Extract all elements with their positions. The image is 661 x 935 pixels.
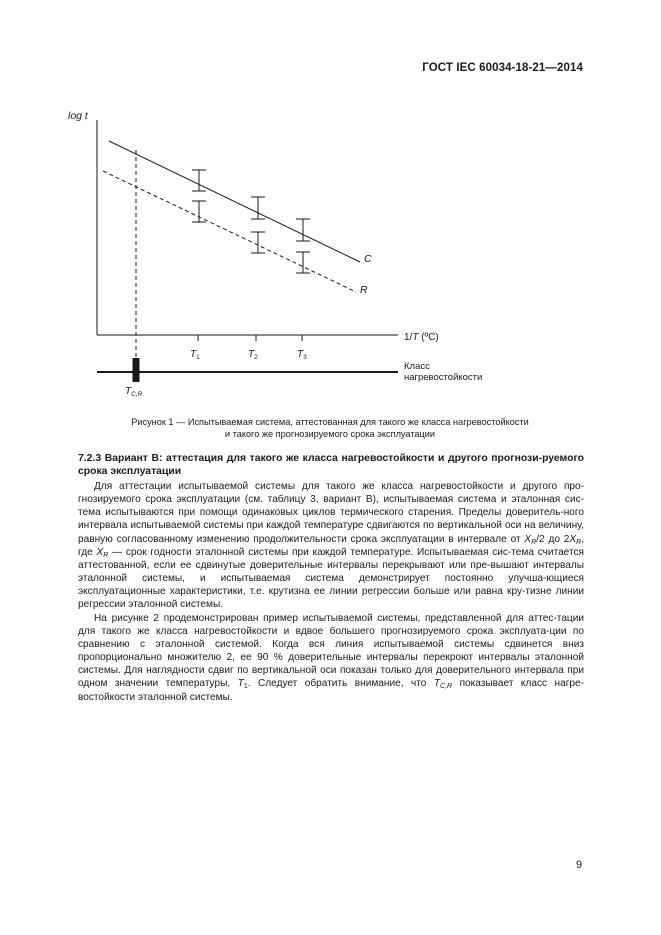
regression-line-c [109, 141, 360, 262]
class-label-line2: нагревостойкости [404, 372, 483, 383]
figure-caption [60, 416, 600, 440]
tcr-label: $T_{C,R}$ [125, 386, 143, 398]
caption-line-1: Рисунок 1 — Испытываемая система, аттестованная для такого же класса нагревостойкости [131, 417, 529, 427]
tick-t3-label: $T_3$ [297, 349, 307, 361]
y-axis-label: log t [68, 110, 88, 122]
section-heading: 7.2.3 Вариант В: аттестация для такого же класса нагревостойкости и другого прогнози-руемого срока эксплуатации [78, 453, 584, 477]
page-number: 9 [576, 859, 583, 871]
error-bar-r-t2 [251, 232, 265, 253]
regression-line-r [103, 171, 356, 292]
body-text [78, 480, 584, 704]
paragraph-1: Для аттестации испытываемой системы для такого же класса нагревостойкости и другого про-гнозируемого срока эксплуатации (см. таблицу 3, вариант В), испытываемая система и эталонная сис-тема испытываются при помощи одинаковых циклов термического старения. Пределы доверитель-ного интервала испытываемой системы при каждой температуре сдвигаются по вертикальной оси на величину, равную согласованному изменению продолжительности срока эксплуатации в интервале от $X_R/2$ до $2X_R$, где $X_R$ — срок годности эталонной системы при каждой температуре. Испытываемая сис-тема считается аттестованной, если ее сдвинутые доверительные интервалы перекрывают или пре-вышают интервалы эталонной системы, и испытываемая система демонстрирует постоянно улучша-ющиеся эксплуатационные характеристики, т.е. крутизна ее линии регрессии больше или равна кру-тизне линии регрессии эталонной системы. [78, 481, 584, 611]
line-c-label: C [364, 253, 372, 265]
tick-t1-label: $T_1$ [190, 349, 200, 361]
class-label-line1: Класс [404, 361, 430, 372]
document-header: ГОСТ IEC 60034-18-21—2014 [422, 62, 583, 74]
line-r-label: R [360, 284, 368, 296]
thermal-class-marker [133, 358, 140, 382]
tick-t2-label: $T_2$ [248, 349, 258, 361]
x-axis-label: 1/T (ºC) [404, 332, 439, 343]
error-bar-c-t1 [192, 170, 206, 191]
paragraph-2: На рисунке 2 продемонстрирован пример испытываемой системы, представленной для аттес-тации для такого же класса нагревостойкости и вдвое большего прогнозируемого срока эксплуата-ции по сравнению с эталонной системой. Когда вся линия испытываемой системы сдвинется вниз пропорционально множителю 2, ее 90 % доверительные интервалы перекроют интервалы эталонной системы. Для наглядности сдвиг по вертикальной оси показан только для доверительного интервала при одном значении температуры, $T_1$. Следует обратить внимание, что $T_{C,R}$ показывает класс нагре-востойкости эталонной системы. [78, 612, 584, 703]
error-bar-r-t1 [192, 201, 206, 222]
error-bar-c-t3 [296, 219, 310, 241]
error-bar-r-t3 [296, 252, 310, 273]
figure-1-diagram [0, 0, 661, 410]
caption-line-2: и такого же прогнозируемого срока эксплуатации [224, 429, 436, 439]
